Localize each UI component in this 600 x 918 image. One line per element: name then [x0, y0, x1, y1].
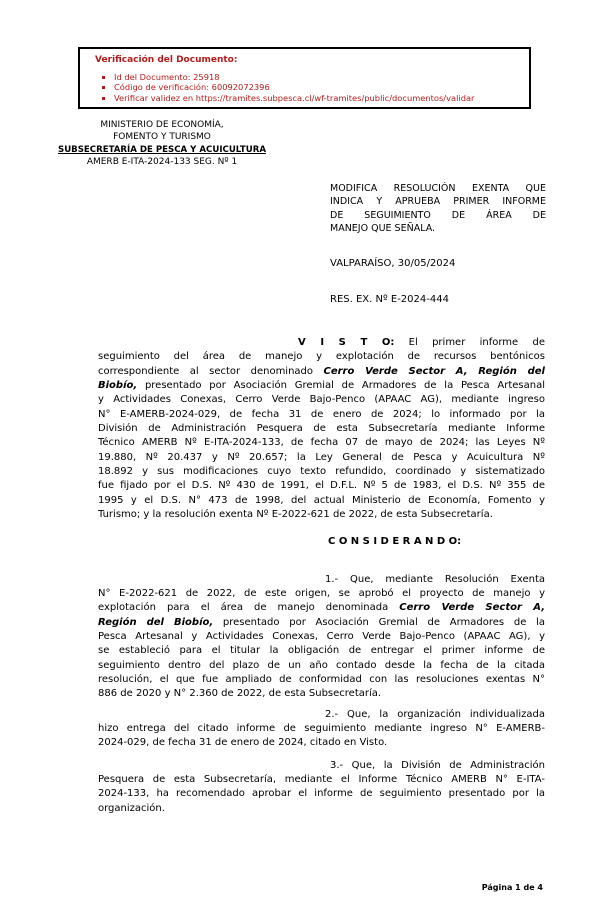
text-segment: Biobío,	[98, 379, 138, 391]
text-line	[98, 350, 545, 364]
text-segment: resolución, el que fue ampliado de conformidad con las resoluciones exentas N°	[98, 673, 545, 685]
text-line	[98, 379, 545, 393]
text-segment: Región del Biobío,	[98, 616, 214, 628]
text-segment: Pesquera de esta Subsecretaría, mediante el Informe Técnico AMERB N° E-ITA-	[98, 773, 545, 785]
resolution-title	[330, 182, 546, 235]
text-segment: El primer informe de	[394, 337, 545, 348]
text-segment: y Actividades Conexas, Cerro Verde Bajo-Penco (APAAC AG), mediante ingreso	[98, 394, 545, 406]
text-line	[98, 644, 545, 658]
text-line	[98, 773, 545, 787]
text-line	[98, 479, 545, 493]
text-line	[98, 687, 545, 701]
visto-paragraph	[98, 336, 545, 522]
text-line	[98, 722, 545, 736]
text-segment: N° E-2022-621 de 2022, de este origen, se aprobó el proyecto de manejo y	[98, 587, 545, 599]
document-body	[98, 336, 545, 816]
considerando-paragraph-2	[98, 708, 545, 751]
subsecretaria-line: SUBSECRETARÍA DE PESCA Y ACUICULTURA	[58, 144, 266, 155]
text-segment: Pesca Artesanal y Actividades Conexas, Cerro Verde Bajo-Penco (APAAC AG), y	[98, 630, 545, 642]
considerando-paragraph-1	[98, 573, 545, 702]
text-line	[98, 365, 545, 379]
text-line	[98, 436, 545, 450]
text-line	[98, 451, 545, 465]
resolution-title-line: INDICA Y APRUEBA PRIMER INFORME	[330, 196, 546, 208]
text-line	[98, 659, 545, 673]
text-line	[98, 601, 545, 615]
verification-title: Verificación del Documento:	[95, 55, 238, 65]
text-segment: 18.892 y sus modificaciones cuyo texto refundido, coordinado y sistematizado	[98, 465, 545, 477]
verification-list	[80, 72, 529, 103]
text-segment: presentado por Asociación Gremial de Armadores de la	[213, 616, 545, 628]
text-line	[98, 573, 545, 587]
text-line	[98, 802, 545, 816]
resolution-title-line: MANEJO QUE SEÑALA.	[330, 222, 436, 234]
text-line	[98, 673, 545, 687]
text-segment: Cerro Verde Sector A,	[399, 602, 545, 614]
text-segment: organización.	[98, 802, 165, 814]
text-segment: seguimiento dentro del plazo de un año contado desde la fecha de la citada	[98, 659, 545, 671]
text-line	[98, 587, 545, 601]
text-line	[98, 787, 545, 801]
text-segment: 3.- Que, la División de Administración	[330, 759, 545, 771]
verification-item-code: ▪ Código de verificación: 60092072396	[114, 82, 529, 92]
text-line	[98, 422, 545, 436]
text-line	[98, 508, 545, 522]
considerando-heading: C O N S I D E R A N D O:	[328, 536, 462, 548]
text-segment: N° E-AMERB-2024-029, de fecha 31 de enero de 2024; lo informado por la	[98, 408, 545, 420]
verification-box	[78, 47, 531, 109]
text-segment: seguimiento del área de manejo y explotación de recursos bentónicos	[98, 351, 545, 363]
text-segment: V I S T O:	[298, 337, 395, 348]
resolution-title-line: MODIFICA RESOLUCIÓN EXENTA QUE	[330, 183, 546, 194]
text-line	[98, 759, 545, 773]
text-segment: 1.- Que, mediante Resolución Exenta	[325, 573, 545, 585]
considerando-paragraph-3	[98, 759, 545, 816]
text-segment: se estableció para el titular la obligación de entregar el primer informe de	[98, 645, 545, 657]
verification-item-id: ▪ Id del Documento: 25918	[114, 72, 529, 82]
text-line	[98, 736, 545, 750]
letterhead	[42, 119, 282, 168]
text-segment: 1995 y el D.S. N° 473 de 1998, del actual Ministerio de Economía, Fomento y	[98, 494, 545, 506]
resolution-title-line: DE SEGUIMIENTO DE ÁREA DE	[330, 209, 546, 221]
text-segment: División de Administración Pesquera de esta Subsecretaría mediante Informe	[98, 422, 545, 434]
text-segment: 2.- Que, la organización individualizada	[325, 708, 545, 720]
text-segment: presentado por Asociación Gremial de Armadores de la Pesca Artesanal	[137, 379, 545, 391]
text-segment: Turismo; y la resolución exenta Nº E-2022-621 de 2022, de esta Subsecretaría.	[98, 508, 493, 520]
text-segment: 886 de 2020 y N° 2.360 de 2022, de esta Subsecretaría.	[98, 688, 382, 700]
text-segment: 2024-133, ha recomendado aprobar el informe de seguimiento presentado por la	[98, 788, 545, 800]
text-line	[98, 465, 545, 479]
text-line	[98, 336, 545, 350]
text-line	[98, 616, 545, 630]
text-segment: fue fijado por el D.S. Nº 430 de 1991, el D.F.L. Nº 5 de 1983, el D.S. Nº 355 de	[98, 480, 545, 492]
resolution-number: RES. EX. Nº E-2024-444	[330, 294, 449, 305]
text-line	[98, 408, 545, 422]
text-segment: Técnico AMERB Nº E-ITA-2024-133, de fecha 07 de mayo de 2024; las Leyes Nº	[98, 437, 545, 449]
text-segment: 2024-029, de fecha 31 de enero de 2024, citado en Visto.	[98, 737, 388, 749]
text-line	[98, 393, 545, 407]
text-line	[98, 494, 545, 508]
text-segment: correspondiente al sector denominado	[98, 365, 324, 377]
text-segment: hizo entrega del citado informe de seguimiento mediante ingreso N° E-AMERB-	[98, 722, 545, 734]
amerb-reference: AMERB E-ITA-2024-133 SEG. Nº 1	[86, 156, 238, 167]
text-segment: Cerro Verde Sector A, Región del	[323, 365, 545, 377]
text-line	[98, 708, 545, 722]
text-line	[98, 630, 545, 644]
place-and-date: VALPARAÍSO, 30/05/2024	[330, 258, 456, 269]
page-number: Página 1 de 4	[481, 883, 543, 892]
ministry-line-2: FOMENTO Y TURISMO	[113, 132, 211, 143]
text-segment: explotación para el área de manejo denominada	[98, 602, 400, 614]
verification-item-url: ▪ Verificar validez en https://tramites.subpesca.cl/wf-tramites/public/documentos/validar	[114, 93, 529, 103]
text-segment: 19.880, Nº 20.437 y Nº 20.657; la Ley General de Pesca y Acuicultura Nº	[98, 451, 545, 463]
ministry-line-1: MINISTERIO DE ECONOMÍA,	[100, 120, 224, 130]
